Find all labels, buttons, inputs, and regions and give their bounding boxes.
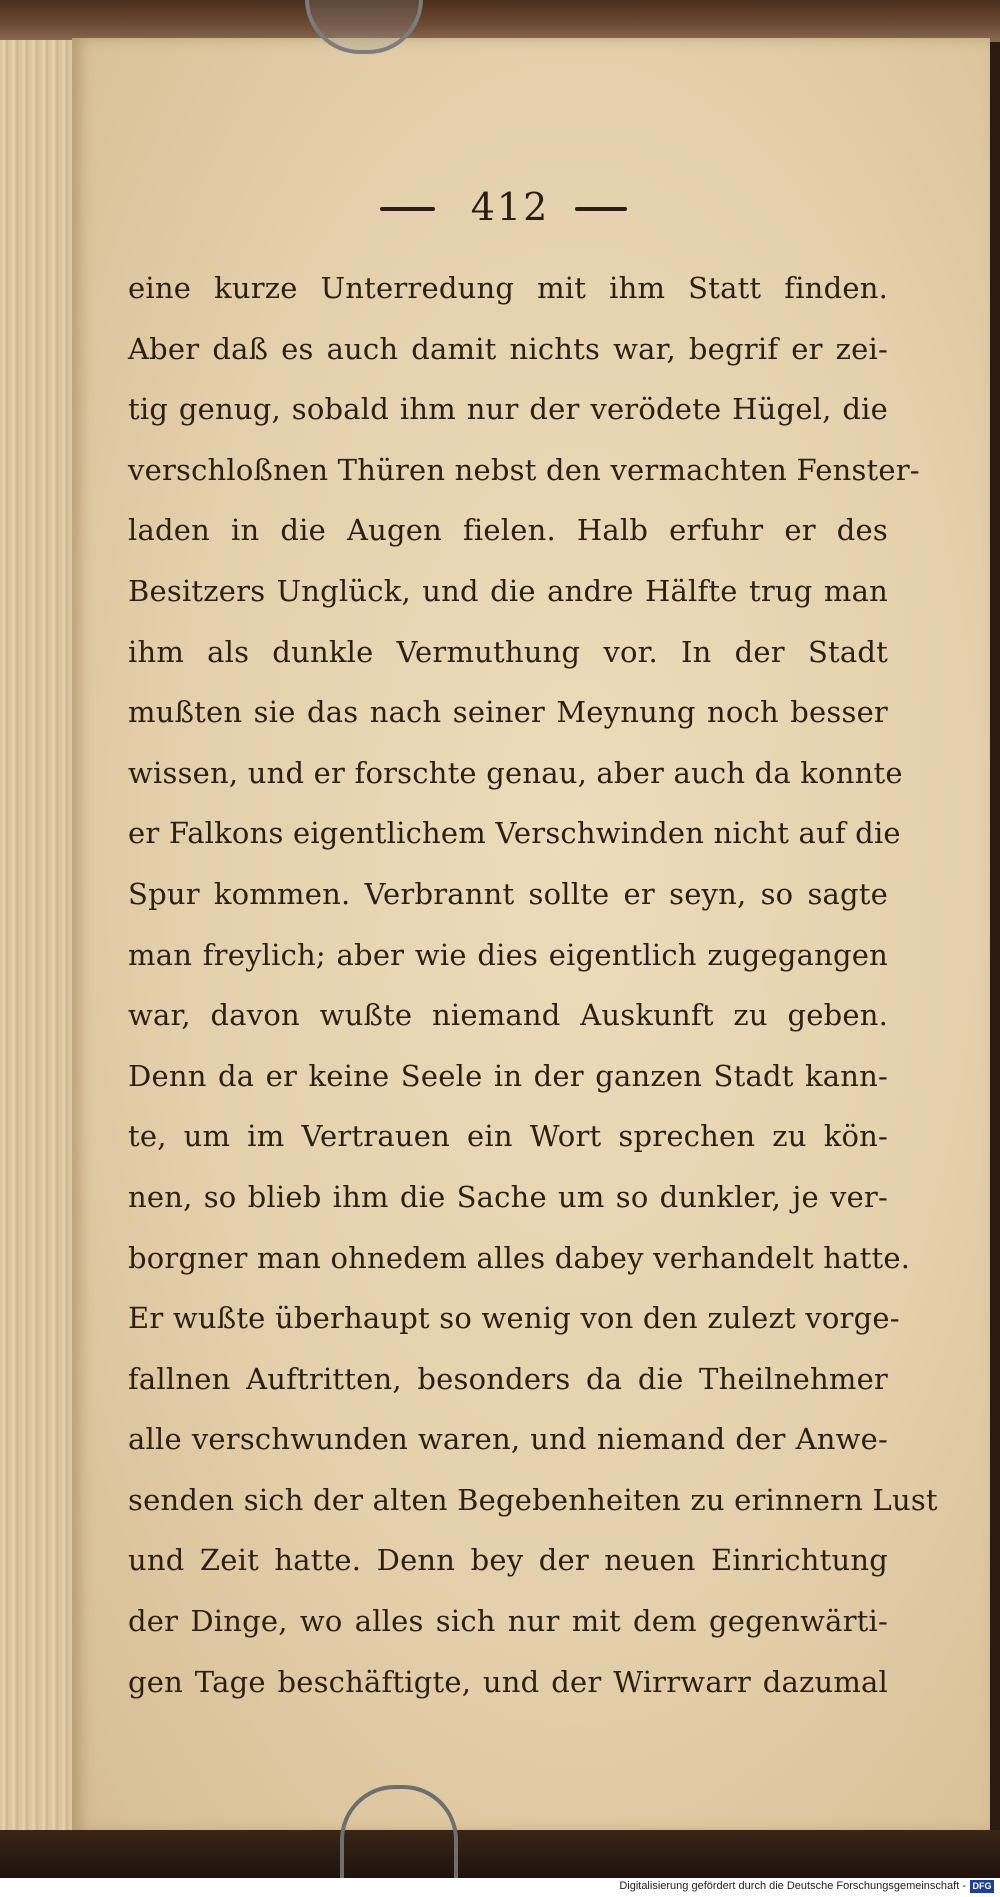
header-dash-right [575, 207, 627, 211]
text-line: Besitzers Unglück, und die andre Hälfte trug man [128, 573, 888, 608]
text-line: senden sich der alten Begebenheiten zu erinnern Lust [128, 1482, 938, 1517]
digitization-credit: Digitalisierung gefördert durch die Deutsche Forschungsgemeinschaft - [619, 1880, 966, 1892]
dfg-logo[interactable]: DFG [970, 1880, 994, 1893]
text-line: Spur kommen. Verbrannt sollte er seyn, so sagte [128, 876, 888, 911]
page-stack-edge [0, 40, 80, 1840]
text-line: er Falkons eigentlichem Verschwinden nicht auf die [128, 816, 901, 851]
text-line: der Dinge, wo alles sich nur mit dem gegenwärti- [128, 1604, 888, 1639]
text-line: wissen, und er forschte genau, aber auch da konnte [128, 755, 903, 790]
page-clip-bottom [340, 1785, 458, 1879]
page-header [370, 185, 650, 235]
text-line: verschloßnen Thüren nebst den vermachten Fenster- [128, 452, 920, 487]
text-line: alle verschwunden waren, und niemand der Anwe- [128, 1422, 888, 1457]
text-line: man freylich; aber wie dies eigentlich zugegangen [128, 937, 888, 972]
text-line: borgner man ohnedem alles dabey verhandelt hatte. [128, 1240, 911, 1275]
text-line: mußten sie das nach seiner Meynung noch besser [128, 695, 888, 730]
text-line: te, um im Vertrauen ein Wort sprechen zu kön- [128, 1119, 888, 1154]
page-body-text [128, 258, 938, 1712]
text-line: ihm als dunkle Vermuthung vor. In der Stadt [128, 634, 888, 669]
text-line: Er wußte überhaupt so wenig von den zulezt vorge- [128, 1301, 900, 1336]
text-line: fallnen Auftritten, besonders da die Theilnehmer [128, 1361, 888, 1396]
header-dash-left [380, 207, 435, 211]
text-line: nen, so blieb ihm die Sache um so dunkler, je ver- [128, 1179, 888, 1214]
page-number: 412 [470, 185, 550, 229]
text-line: und Zeit hatte. Denn bey der neuen Einrichtung [128, 1543, 888, 1578]
book-bottom-edge [0, 1830, 1000, 1880]
text-line: Denn da er keine Seele in der ganzen Stadt kann- [128, 1058, 888, 1093]
book-top-edge [0, 0, 1000, 42]
text-line: Aber daß es auch damit nichts war, begrif er zei- [128, 331, 888, 366]
text-line: tig genug, sobald ihm nur der verödete Hügel, die [128, 392, 888, 427]
text-line: war, davon wußte niemand Auskunft zu geben. [128, 998, 888, 1033]
text-line: gen Tage beschäftigte, und der Wirrwarr dazumal [128, 1664, 888, 1699]
text-line: eine kurze Unterredung mit ihm Statt finden. [128, 271, 888, 305]
text-line: laden in die Augen fielen. Halb erfuhr er des [128, 513, 888, 548]
